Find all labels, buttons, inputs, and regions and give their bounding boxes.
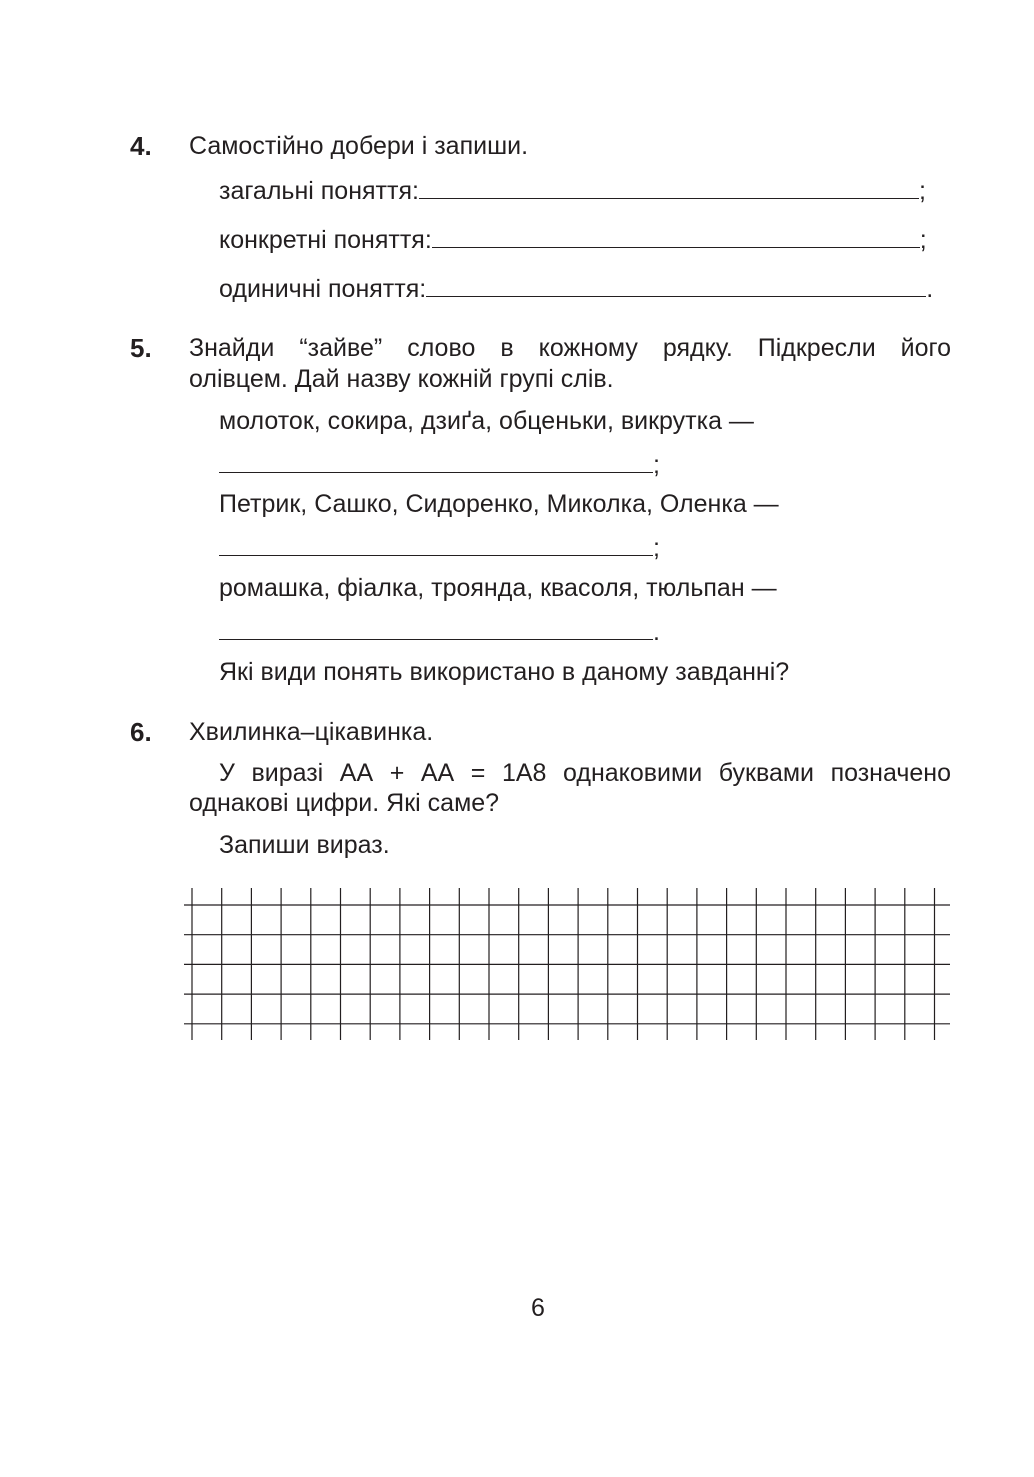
task-5-group-1-answer (219, 450, 660, 480)
task-5-group-3-answer (219, 617, 660, 647)
writing-grid[interactable] (184, 886, 952, 1042)
line-end: . (926, 275, 934, 303)
task-5-question: Які види понять використано в даному завданні? (219, 658, 790, 686)
answer-blank[interactable] (219, 617, 653, 640)
task-6-number: 6. (130, 717, 152, 747)
answer-blank[interactable] (432, 225, 920, 248)
task-4-number: 4. (130, 131, 152, 161)
task-6-text-line2: однакові цифри. Які саме? (189, 789, 500, 817)
task-5-group-2-answer (219, 533, 660, 563)
answer-blank[interactable] (219, 450, 653, 473)
task-6-instruction: Запиши вираз. (219, 831, 390, 859)
task-4-line-general (219, 176, 926, 206)
answer-blank[interactable] (419, 176, 919, 199)
task-5-title-line2: олівцем. Дай назву кожній групі слів. (189, 365, 614, 393)
task-5-number: 5. (130, 333, 152, 363)
answer-blank[interactable] (219, 533, 653, 556)
answer-blank[interactable] (426, 274, 926, 297)
line-end: ; (919, 226, 927, 254)
line-label: одиничні поняття: (219, 275, 427, 303)
task-4-title: Самостійно добери і запиши. (189, 132, 529, 160)
task-5-title-line1: Знайди “зайве” слово в кожному рядку. Підкресли його (189, 334, 951, 362)
task-5-group-3-words: ромашка, фіалка, троянда, квасоля, тюльпан — (219, 574, 777, 602)
task-6-text-line1: У виразі АА + АА = 1А8 однаковими буквами позначено (219, 759, 951, 787)
page-number: 6 (531, 1294, 545, 1322)
task-5-group-1-words: молоток, сокира, дзиґа, обценьки, викрутка — (219, 407, 754, 435)
line-end: . (653, 618, 660, 646)
task-6-title: Хвилинка–цікавинка. (189, 718, 434, 746)
line-end: ; (653, 451, 660, 479)
line-end: ; (918, 177, 926, 205)
task-4-line-concrete (219, 225, 927, 255)
line-end: ; (653, 534, 660, 562)
line-label: конкретні поняття: (219, 226, 432, 254)
line-label: загальні поняття: (219, 177, 419, 205)
task-5-group-2-words: Петрик, Сашко, Сидоренко, Миколка, Оленка — (219, 490, 779, 518)
task-4-line-singular (219, 274, 933, 304)
